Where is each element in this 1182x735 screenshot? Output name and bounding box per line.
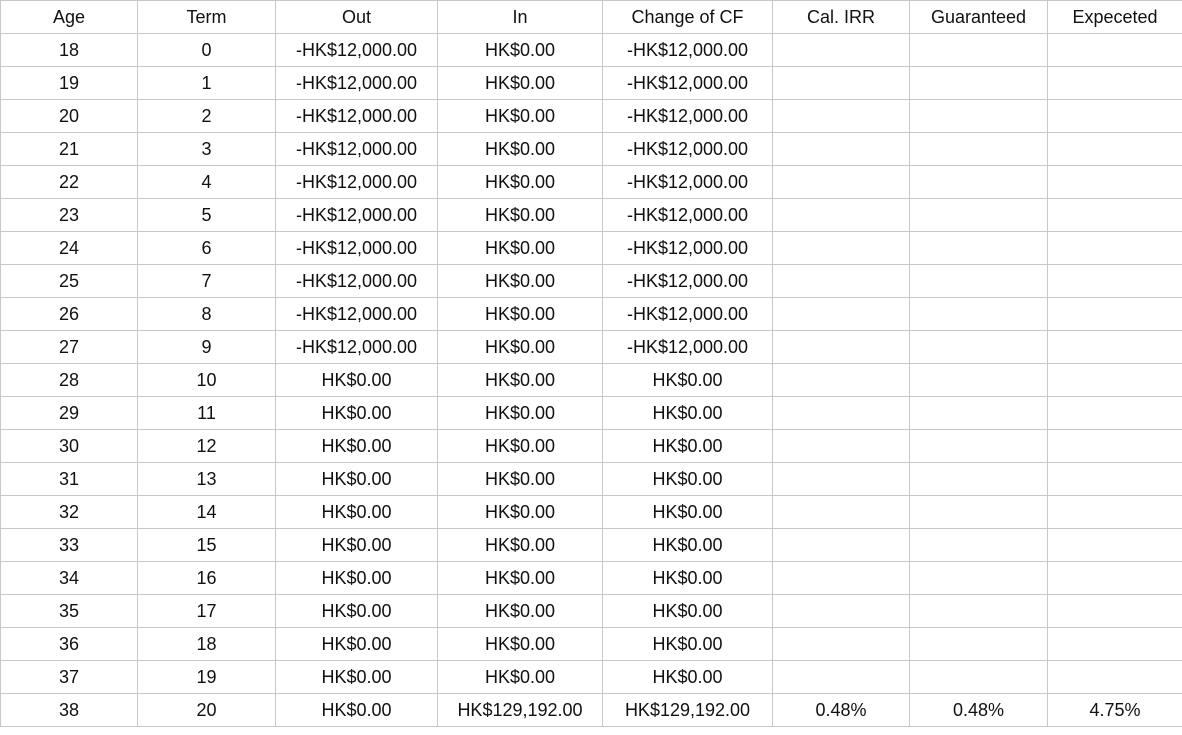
change-of-cf-cell[interactable]: HK$0.00 — [603, 562, 773, 595]
term-cell[interactable]: 4 — [138, 166, 276, 199]
term-cell[interactable]: 17 — [138, 595, 276, 628]
cal-irr-cell[interactable] — [773, 463, 910, 496]
term-cell[interactable]: 19 — [138, 661, 276, 694]
cal-irr-cell[interactable] — [773, 265, 910, 298]
table-row — [1, 34, 1182, 67]
term-cell[interactable]: 11 — [138, 397, 276, 430]
term-cell[interactable]: 16 — [138, 562, 276, 595]
change-of-cf-cell[interactable]: HK$129,192.00 — [603, 694, 773, 727]
expected-cell[interactable]: 4.75% — [1048, 694, 1182, 727]
in-cell[interactable]: HK$0.00 — [438, 628, 603, 661]
header-out[interactable]: Out — [276, 1, 438, 34]
cal-irr-cell[interactable] — [773, 232, 910, 265]
change-of-cf-cell[interactable]: HK$0.00 — [603, 496, 773, 529]
guaranteed-cell[interactable] — [910, 34, 1048, 67]
expected-cell[interactable] — [1048, 562, 1182, 595]
out-cell[interactable]: HK$0.00 — [276, 430, 438, 463]
expected-cell[interactable] — [1048, 100, 1182, 133]
cal-irr-cell[interactable] — [773, 661, 910, 694]
out-cell[interactable]: -HK$12,000.00 — [276, 166, 438, 199]
table-row — [1, 100, 1182, 133]
age-cell[interactable]: 29 — [1, 397, 138, 430]
table-row — [1, 496, 1182, 529]
change-of-cf-cell[interactable]: HK$0.00 — [603, 628, 773, 661]
cal-irr-cell[interactable] — [773, 298, 910, 331]
cal-irr-cell[interactable] — [773, 595, 910, 628]
in-cell[interactable]: HK$0.00 — [438, 100, 603, 133]
change-of-cf-cell[interactable]: -HK$12,000.00 — [603, 331, 773, 364]
in-cell[interactable]: HK$129,192.00 — [438, 694, 603, 727]
term-cell[interactable]: 15 — [138, 529, 276, 562]
cal-irr-cell[interactable] — [773, 364, 910, 397]
table-row — [1, 463, 1182, 496]
age-cell[interactable]: 19 — [1, 67, 138, 100]
out-cell[interactable]: -HK$12,000.00 — [276, 34, 438, 67]
expected-cell[interactable] — [1048, 331, 1182, 364]
change-of-cf-cell[interactable]: HK$0.00 — [603, 463, 773, 496]
change-of-cf-cell[interactable]: -HK$12,000.00 — [603, 67, 773, 100]
table-row — [1, 232, 1182, 265]
term-cell[interactable]: 9 — [138, 331, 276, 364]
out-cell[interactable]: -HK$12,000.00 — [276, 265, 438, 298]
expected-cell[interactable] — [1048, 529, 1182, 562]
change-of-cf-cell[interactable]: HK$0.00 — [603, 364, 773, 397]
out-cell[interactable]: HK$0.00 — [276, 463, 438, 496]
guaranteed-cell[interactable] — [910, 661, 1048, 694]
in-cell[interactable]: HK$0.00 — [438, 562, 603, 595]
guaranteed-cell[interactable] — [910, 331, 1048, 364]
age-cell[interactable]: 38 — [1, 694, 138, 727]
term-cell[interactable]: 8 — [138, 298, 276, 331]
out-cell[interactable]: -HK$12,000.00 — [276, 298, 438, 331]
table-row — [1, 265, 1182, 298]
table-row — [1, 166, 1182, 199]
out-cell[interactable]: -HK$12,000.00 — [276, 133, 438, 166]
cal-irr-cell[interactable] — [773, 628, 910, 661]
guaranteed-cell[interactable] — [910, 496, 1048, 529]
table-row — [1, 199, 1182, 232]
out-cell[interactable]: HK$0.00 — [276, 496, 438, 529]
cal-irr-cell[interactable]: 0.48% — [773, 694, 910, 727]
cal-irr-cell[interactable] — [773, 133, 910, 166]
age-cell[interactable]: 31 — [1, 463, 138, 496]
guaranteed-cell[interactable] — [910, 430, 1048, 463]
change-of-cf-cell[interactable]: -HK$12,000.00 — [603, 166, 773, 199]
out-cell[interactable]: -HK$12,000.00 — [276, 67, 438, 100]
in-cell[interactable]: HK$0.00 — [438, 529, 603, 562]
guaranteed-cell[interactable] — [910, 232, 1048, 265]
guaranteed-cell[interactable] — [910, 529, 1048, 562]
term-cell[interactable]: 18 — [138, 628, 276, 661]
in-cell[interactable]: HK$0.00 — [438, 397, 603, 430]
term-cell[interactable]: 10 — [138, 364, 276, 397]
header-change-of-cf[interactable]: Change of CF — [603, 1, 773, 34]
expected-cell[interactable] — [1048, 67, 1182, 100]
table-row — [1, 595, 1182, 628]
out-cell[interactable]: HK$0.00 — [276, 661, 438, 694]
age-cell[interactable]: 20 — [1, 100, 138, 133]
guaranteed-cell[interactable] — [910, 397, 1048, 430]
change-of-cf-cell[interactable]: HK$0.00 — [603, 397, 773, 430]
in-cell[interactable]: HK$0.00 — [438, 661, 603, 694]
table-row — [1, 694, 1182, 727]
guaranteed-cell[interactable] — [910, 298, 1048, 331]
term-cell[interactable]: 1 — [138, 67, 276, 100]
cal-irr-cell[interactable] — [773, 100, 910, 133]
guaranteed-cell[interactable] — [910, 562, 1048, 595]
expected-cell[interactable] — [1048, 463, 1182, 496]
expected-cell[interactable] — [1048, 595, 1182, 628]
cal-irr-cell[interactable] — [773, 562, 910, 595]
out-cell[interactable]: HK$0.00 — [276, 595, 438, 628]
header-guaranteed[interactable]: Guaranteed — [910, 1, 1048, 34]
table-row — [1, 67, 1182, 100]
out-cell[interactable]: HK$0.00 — [276, 694, 438, 727]
in-cell[interactable]: HK$0.00 — [438, 265, 603, 298]
age-cell[interactable]: 18 — [1, 34, 138, 67]
age-cell[interactable]: 23 — [1, 199, 138, 232]
expected-cell[interactable] — [1048, 133, 1182, 166]
cal-irr-cell[interactable] — [773, 199, 910, 232]
cal-irr-cell[interactable] — [773, 529, 910, 562]
table-row — [1, 628, 1182, 661]
expected-cell[interactable] — [1048, 232, 1182, 265]
in-cell[interactable]: HK$0.00 — [438, 34, 603, 67]
cal-irr-cell[interactable] — [773, 67, 910, 100]
guaranteed-cell[interactable] — [910, 265, 1048, 298]
out-cell[interactable]: -HK$12,000.00 — [276, 100, 438, 133]
term-cell[interactable]: 14 — [138, 496, 276, 529]
expected-cell[interactable] — [1048, 166, 1182, 199]
table-row — [1, 133, 1182, 166]
header-in[interactable]: In — [438, 1, 603, 34]
out-cell[interactable]: -HK$12,000.00 — [276, 232, 438, 265]
age-cell[interactable]: 35 — [1, 595, 138, 628]
table-row — [1, 661, 1182, 694]
in-cell[interactable]: HK$0.00 — [438, 430, 603, 463]
term-cell[interactable]: 12 — [138, 430, 276, 463]
term-cell[interactable]: 5 — [138, 199, 276, 232]
cal-irr-cell[interactable] — [773, 331, 910, 364]
cal-irr-cell[interactable] — [773, 34, 910, 67]
age-cell[interactable]: 34 — [1, 562, 138, 595]
header-term[interactable]: Term — [138, 1, 276, 34]
guaranteed-cell[interactable] — [910, 595, 1048, 628]
in-cell[interactable]: HK$0.00 — [438, 331, 603, 364]
change-of-cf-cell[interactable]: HK$0.00 — [603, 595, 773, 628]
expected-cell[interactable] — [1048, 661, 1182, 694]
expected-cell[interactable] — [1048, 364, 1182, 397]
age-cell[interactable]: 37 — [1, 661, 138, 694]
in-cell[interactable]: HK$0.00 — [438, 496, 603, 529]
in-cell[interactable]: HK$0.00 — [438, 364, 603, 397]
change-of-cf-cell[interactable]: -HK$12,000.00 — [603, 298, 773, 331]
cal-irr-cell[interactable] — [773, 166, 910, 199]
term-cell[interactable]: 13 — [138, 463, 276, 496]
age-cell[interactable]: 26 — [1, 298, 138, 331]
term-cell[interactable]: 3 — [138, 133, 276, 166]
out-cell[interactable]: -HK$12,000.00 — [276, 331, 438, 364]
header-age[interactable]: Age — [1, 1, 138, 34]
term-cell[interactable]: 0 — [138, 34, 276, 67]
out-cell[interactable]: HK$0.00 — [276, 397, 438, 430]
in-cell[interactable]: HK$0.00 — [438, 595, 603, 628]
age-cell[interactable]: 30 — [1, 430, 138, 463]
term-cell[interactable]: 20 — [138, 694, 276, 727]
header-row — [1, 1, 1182, 34]
in-cell[interactable]: HK$0.00 — [438, 133, 603, 166]
change-of-cf-cell[interactable]: HK$0.00 — [603, 430, 773, 463]
guaranteed-cell[interactable] — [910, 199, 1048, 232]
change-of-cf-cell[interactable]: -HK$12,000.00 — [603, 133, 773, 166]
table-row — [1, 430, 1182, 463]
table-row — [1, 364, 1182, 397]
in-cell[interactable]: HK$0.00 — [438, 67, 603, 100]
change-of-cf-cell[interactable]: -HK$12,000.00 — [603, 199, 773, 232]
out-cell[interactable]: HK$0.00 — [276, 364, 438, 397]
expected-cell[interactable] — [1048, 298, 1182, 331]
expected-cell[interactable] — [1048, 265, 1182, 298]
expected-cell[interactable] — [1048, 34, 1182, 67]
guaranteed-cell[interactable]: 0.48% — [910, 694, 1048, 727]
guaranteed-cell[interactable] — [910, 463, 1048, 496]
term-cell[interactable]: 6 — [138, 232, 276, 265]
change-of-cf-cell[interactable]: HK$0.00 — [603, 529, 773, 562]
guaranteed-cell[interactable] — [910, 67, 1048, 100]
guaranteed-cell[interactable] — [910, 100, 1048, 133]
age-cell[interactable]: 27 — [1, 331, 138, 364]
age-cell[interactable]: 32 — [1, 496, 138, 529]
cal-irr-cell[interactable] — [773, 496, 910, 529]
header-cal-irr[interactable]: Cal. IRR — [773, 1, 910, 34]
age-cell[interactable]: 28 — [1, 364, 138, 397]
age-cell[interactable]: 22 — [1, 166, 138, 199]
table-row — [1, 562, 1182, 595]
out-cell[interactable]: -HK$12,000.00 — [276, 199, 438, 232]
age-cell[interactable]: 21 — [1, 133, 138, 166]
change-of-cf-cell[interactable]: -HK$12,000.00 — [603, 100, 773, 133]
guaranteed-cell[interactable] — [910, 364, 1048, 397]
change-of-cf-cell[interactable]: -HK$12,000.00 — [603, 232, 773, 265]
header-expected[interactable]: Expeceted — [1048, 1, 1182, 34]
in-cell[interactable]: HK$0.00 — [438, 463, 603, 496]
term-cell[interactable]: 2 — [138, 100, 276, 133]
expected-cell[interactable] — [1048, 199, 1182, 232]
change-of-cf-cell[interactable]: -HK$12,000.00 — [603, 34, 773, 67]
expected-cell[interactable] — [1048, 496, 1182, 529]
term-cell[interactable]: 7 — [138, 265, 276, 298]
out-cell[interactable]: HK$0.00 — [276, 628, 438, 661]
change-of-cf-cell[interactable]: -HK$12,000.00 — [603, 265, 773, 298]
out-cell[interactable]: HK$0.00 — [276, 529, 438, 562]
change-of-cf-cell[interactable]: HK$0.00 — [603, 661, 773, 694]
age-cell[interactable]: 25 — [1, 265, 138, 298]
in-cell[interactable]: HK$0.00 — [438, 166, 603, 199]
out-cell[interactable]: HK$0.00 — [276, 562, 438, 595]
in-cell[interactable]: HK$0.00 — [438, 199, 603, 232]
table-row — [1, 397, 1182, 430]
expected-cell[interactable] — [1048, 430, 1182, 463]
age-cell[interactable]: 36 — [1, 628, 138, 661]
table-row — [1, 331, 1182, 364]
cal-irr-cell[interactable] — [773, 430, 910, 463]
guaranteed-cell[interactable] — [910, 133, 1048, 166]
guaranteed-cell[interactable] — [910, 166, 1048, 199]
age-cell[interactable]: 33 — [1, 529, 138, 562]
in-cell[interactable]: HK$0.00 — [438, 298, 603, 331]
cal-irr-cell[interactable] — [773, 397, 910, 430]
in-cell[interactable]: HK$0.00 — [438, 232, 603, 265]
table-row — [1, 529, 1182, 562]
guaranteed-cell[interactable] — [910, 628, 1048, 661]
expected-cell[interactable] — [1048, 397, 1182, 430]
table-row — [1, 298, 1182, 331]
expected-cell[interactable] — [1048, 628, 1182, 661]
age-cell[interactable]: 24 — [1, 232, 138, 265]
